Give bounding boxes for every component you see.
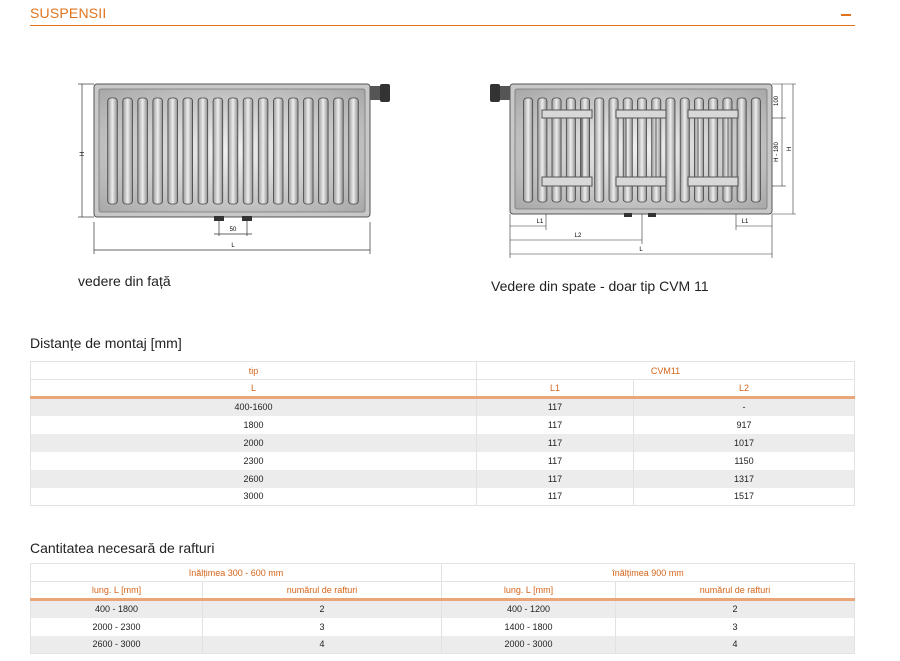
back-view-caption: Vedere din spate - doar tip CVM 11 [491,278,709,294]
col-tip: tip [31,362,477,380]
dim-h-front: H [80,151,86,157]
cell-num: 2 [203,600,442,618]
cell-len-2: 1400 - 1800 [442,618,616,636]
cell-num-2: 4 [616,636,855,654]
cell-l: 3000 [31,488,477,506]
cell-len-2: 2000 - 3000 [442,636,616,654]
radiator-fin [319,98,329,204]
table-row [31,452,855,470]
table-row [31,636,855,654]
minus-icon [841,14,851,16]
radiator-fin [751,98,760,202]
dim-h-back: H [787,146,793,152]
cell-l: 2600 [31,470,477,488]
table-row [31,416,855,434]
cell-num-2: 2 [616,600,855,618]
dim-l2: L2 [574,233,582,239]
radiator-fin [153,98,163,204]
radiator-fin [304,98,314,204]
cell-len: 2600 - 3000 [31,636,203,654]
cell-l2: 917 [634,416,855,434]
dim-l1-right: L1 [741,219,749,225]
group-height-300-600: înălțimea 300 - 600 mm [31,564,442,582]
radiator-fin [168,98,178,204]
radiator-fin [595,98,604,202]
radiator-fin [228,98,238,204]
front-view-drawing [74,74,404,260]
cell-l1: 117 [477,416,634,434]
table-row [31,470,855,488]
cell-len: 400 - 1800 [31,600,203,618]
radiator-fin [334,98,344,204]
radiator-fin [273,98,283,204]
table-row [31,488,855,506]
radiator-fin [138,98,148,204]
table-row [31,398,855,416]
section-title: SUSPENSII [30,5,107,21]
radiator-fin [288,98,298,204]
cell-l: 2300 [31,452,477,470]
col-l: L [31,380,477,398]
dim-50: 50 [229,227,237,233]
shelves-title: Cantitatea necesară de rafturi [30,540,215,556]
cell-l: 400-1600 [31,398,477,416]
col-l2: L2 [634,380,855,398]
dim-l-front: L [231,243,235,249]
cell-num: 4 [203,636,442,654]
table-row [31,434,855,452]
dim-h-180: H - 180 [774,142,780,162]
cell-l1: 117 [477,452,634,470]
cell-l: 2000 [31,434,477,452]
col-l1: L1 [477,380,634,398]
cell-num-2: 3 [616,618,855,636]
cell-l1: 117 [477,434,634,452]
cell-l2: 1150 [634,452,855,470]
radiator-fin [198,98,208,204]
dim-l-back: L [639,247,643,253]
dim-100: 100 [774,95,780,107]
col-len-2: lung. L [mm] [442,582,616,600]
col-len: lung. L [mm] [31,582,203,600]
cell-l: 1800 [31,416,477,434]
radiator-fin [213,98,223,204]
section-header [30,0,855,26]
cell-l1: 117 [477,398,634,416]
col-num-2: numărul de rafturi [616,582,855,600]
cell-len: 2000 - 2300 [31,618,203,636]
col-num: numărul de rafturi [203,582,442,600]
group-height-900: înălțimea 900 mm [442,564,855,582]
cell-l2: 1517 [634,488,855,506]
radiator-fin [349,98,359,204]
radiator-fin [258,98,268,204]
cell-num: 3 [203,618,442,636]
col-model: CVM11 [477,362,855,380]
shelves-table [30,563,855,654]
collapse-button[interactable] [839,0,853,24]
cell-l2: 1017 [634,434,855,452]
radiator-fin [524,98,533,202]
cell-l1: 117 [477,488,634,506]
mounting-title: Distanțe de montaj [mm] [30,335,182,351]
radiator-fin [243,98,253,204]
cell-len-2: 400 - 1200 [442,600,616,618]
table-row [31,618,855,636]
radiator-fin [123,98,133,204]
front-view-caption: vedere din față [78,273,171,289]
cell-l2: - [634,398,855,416]
back-view-drawing [486,74,796,260]
dim-l1-left: L1 [536,219,544,225]
mounting-table [30,361,855,506]
radiator-fin [108,98,118,204]
cell-l1: 117 [477,470,634,488]
radiator-fin [666,98,675,202]
radiator-fin [183,98,193,204]
table-row [31,600,855,618]
cell-l2: 1317 [634,470,855,488]
